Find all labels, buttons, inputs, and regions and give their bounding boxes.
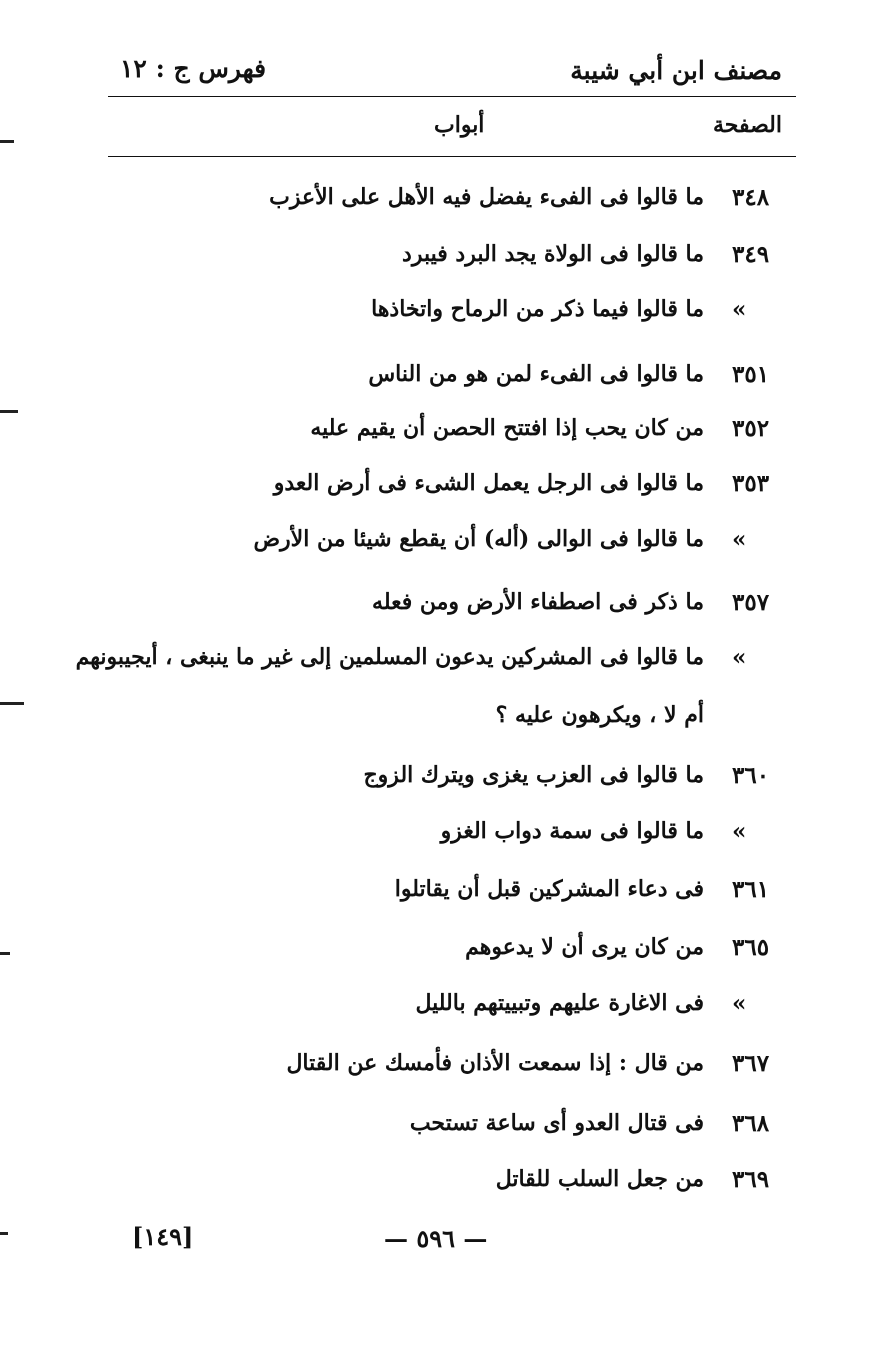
entry-title: ما قالوا فى الفىء يفضل فيه الأهل على الأعزب bbox=[269, 184, 704, 210]
index-entry bbox=[92, 415, 782, 455]
entry-title: ما قالوا فى الولاة يجد البرد فيبرد bbox=[402, 241, 704, 267]
book-title: مصنف ابن أبي شيبة bbox=[570, 56, 782, 85]
index-entry bbox=[92, 361, 782, 401]
entry-page-number: ٣٥١ bbox=[732, 361, 770, 388]
entry-title: ما قالوا فى المشركين يدعون المسلمين إلى غير ما ينبغى ، أيجيبونهم bbox=[75, 644, 704, 670]
column-header-page: الصفحة bbox=[712, 112, 782, 138]
entry-page-number: ٣٥٢ bbox=[732, 415, 770, 442]
scan-mark bbox=[0, 952, 10, 955]
entry-page-number: » bbox=[732, 526, 747, 553]
index-entry bbox=[92, 818, 782, 858]
entry-page-number: ٣٥٣ bbox=[732, 470, 770, 497]
index-label: فهرس ج : ١٢ bbox=[120, 54, 267, 83]
entry-title: ما قالوا فى العزب يغزى ويترك الزوج bbox=[363, 762, 704, 788]
entry-page-number: ٣٦٩ bbox=[732, 1166, 770, 1193]
index-entry bbox=[92, 184, 782, 224]
entry-title: ما قالوا فى الفىء لمن هو من الناس bbox=[368, 361, 704, 387]
entry-title: من جعل السلب للقاتل bbox=[495, 1166, 704, 1192]
entry-title: من قال : إذا سمعت الأذان فأمسك عن القتال bbox=[286, 1050, 704, 1076]
entry-title: فى قتال العدو أى ساعة تستحب bbox=[409, 1110, 704, 1136]
index-entry bbox=[92, 296, 782, 336]
column-header-chapters: أبواب bbox=[434, 112, 485, 138]
original-page-reference: [١٤٩] bbox=[132, 1222, 194, 1251]
index-entry bbox=[92, 1050, 782, 1090]
entry-title: ما ذكر فى اصطفاء الأرض ومن فعله bbox=[372, 589, 704, 615]
index-entry bbox=[92, 762, 782, 802]
index-entry bbox=[92, 990, 782, 1030]
index-entry bbox=[92, 526, 782, 566]
entry-title: من كان يحب إذا افتتح الحصن أن يقيم عليه bbox=[310, 415, 704, 441]
index-entry bbox=[92, 876, 782, 916]
entry-title: من كان يرى أن لا يدعوهم bbox=[465, 934, 704, 960]
scan-mark bbox=[0, 1232, 8, 1235]
entry-title: فى الاغارة عليهم وتبييتهم بالليل bbox=[415, 990, 704, 1016]
entry-page-number: » bbox=[732, 818, 747, 845]
index-entry bbox=[75, 644, 782, 740]
scan-mark bbox=[0, 702, 24, 705]
entry-page-number: ٣٥٧ bbox=[732, 589, 770, 616]
entry-title: ما قالوا فى سمة دواب الغزو bbox=[440, 818, 704, 844]
index-entry bbox=[92, 589, 782, 629]
entry-title-continuation: أم لا ، ويكرهون عليه ؟ bbox=[495, 702, 704, 728]
entry-page-number: ٣٤٩ bbox=[732, 241, 770, 268]
page-number: — ٥٩٦ — bbox=[384, 1224, 488, 1253]
entry-page-number: ٣٦٧ bbox=[732, 1050, 770, 1077]
scan-mark bbox=[0, 140, 14, 143]
entry-page-number: ٣٦٥ bbox=[732, 934, 770, 961]
column-header-rule bbox=[108, 156, 796, 157]
entry-title: ما قالوا فيما ذكر من الرماح واتخاذها bbox=[371, 296, 704, 322]
entry-page-number: » bbox=[732, 644, 747, 671]
entry-page-number: ٣٤٨ bbox=[732, 184, 770, 211]
index-entry bbox=[92, 934, 782, 974]
index-entry bbox=[92, 470, 782, 510]
header-rule bbox=[108, 96, 796, 97]
entry-page-number: ٣٦٨ bbox=[732, 1110, 770, 1137]
entry-page-number: » bbox=[732, 296, 747, 323]
index-entry bbox=[92, 1166, 782, 1206]
index-entry bbox=[92, 1110, 782, 1150]
entry-title: ما قالوا فى الوالى (أله) أن يقطع شيئا من الأرض bbox=[253, 526, 704, 552]
entry-title: فى دعاء المشركين قبل أن يقاتلوا bbox=[394, 876, 704, 902]
entry-title: ما قالوا فى الرجل يعمل الشىء فى أرض العدو bbox=[273, 470, 704, 496]
entry-page-number: » bbox=[732, 990, 747, 1017]
entry-page-number: ٣٦٠ bbox=[732, 762, 770, 789]
scan-mark bbox=[0, 410, 18, 413]
entry-page-number: ٣٦١ bbox=[732, 876, 770, 903]
index-entry bbox=[92, 241, 782, 281]
